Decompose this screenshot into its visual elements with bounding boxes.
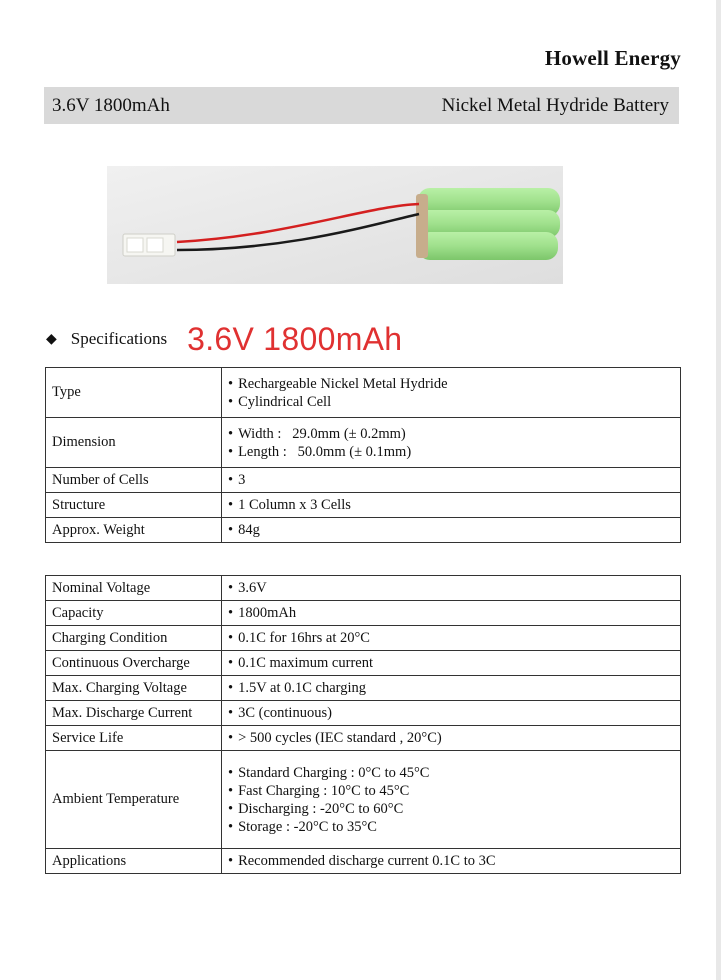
table-row — [46, 726, 681, 751]
specs-table-physical — [45, 367, 681, 543]
row-key: Ambient Temperature — [46, 751, 222, 849]
value-item: • 1800mAh — [228, 604, 674, 622]
battery-pack — [416, 188, 560, 260]
value-item: • 1 Column x 3 Cells — [228, 496, 674, 514]
row-value — [222, 518, 681, 543]
table-row — [46, 468, 681, 493]
row-value — [222, 418, 681, 468]
row-key: Continuous Overcharge — [46, 651, 222, 676]
value-item: • Rechargeable Nickel Metal Hydride — [228, 375, 674, 393]
table-row — [46, 368, 681, 418]
row-key: Max. Discharge Current — [46, 701, 222, 726]
row-key: Capacity — [46, 601, 222, 626]
row-key: Max. Charging Voltage — [46, 676, 222, 701]
specifications-heading — [46, 318, 402, 360]
value-item: • Length : 50.0mm (± 0.1mm) — [228, 443, 674, 461]
header-model: 3.6V 1800mAh — [52, 94, 170, 116]
table-row — [46, 701, 681, 726]
table-row — [46, 576, 681, 601]
row-key: Structure — [46, 493, 222, 518]
connector-plug — [123, 234, 175, 256]
row-key: Type — [46, 368, 222, 418]
diamond-bullet-icon: ◆ — [46, 331, 57, 347]
battery-photo — [107, 166, 563, 284]
row-key: Nominal Voltage — [46, 576, 222, 601]
row-key: Approx. Weight — [46, 518, 222, 543]
row-value — [222, 368, 681, 418]
table-row — [46, 626, 681, 651]
row-value — [222, 701, 681, 726]
table-row — [46, 493, 681, 518]
header-bar — [44, 87, 679, 124]
value-item: • Recommended discharge current 0.1C to 3C — [228, 852, 674, 870]
row-value — [222, 726, 681, 751]
table-row — [46, 601, 681, 626]
row-value — [222, 601, 681, 626]
row-key: Charging Condition — [46, 626, 222, 651]
table-row — [46, 418, 681, 468]
value-item: • Discharging : -20°C to 60°C — [228, 800, 674, 818]
row-key: Service Life — [46, 726, 222, 751]
row-key: Applications — [46, 849, 222, 874]
row-value — [222, 849, 681, 874]
value-item: • 3 — [228, 471, 674, 489]
row-value — [222, 626, 681, 651]
specifications-label: Specifications — [70, 329, 168, 348]
table-row — [46, 676, 681, 701]
row-key: Number of Cells — [46, 468, 222, 493]
row-key: Dimension — [46, 418, 222, 468]
page-edge — [716, 0, 721, 980]
row-value — [222, 751, 681, 849]
value-item: • 3.6V — [228, 579, 674, 597]
value-item: • Standard Charging : 0°C to 45°C — [228, 764, 674, 782]
value-item: • > 500 cycles (IEC standard , 20°C) — [228, 729, 674, 747]
battery-illustration — [107, 166, 563, 284]
specs-table-electrical — [45, 575, 681, 874]
specifications-title: 3.6V 1800mAh — [187, 320, 403, 357]
company-name: Howell Energy — [544, 46, 681, 70]
value-item: • Storage : -20°C to 35°C — [228, 818, 674, 836]
row-value — [222, 676, 681, 701]
value-item: • 1.5V at 0.1C charging — [228, 679, 674, 697]
row-value — [222, 576, 681, 601]
value-item: • Fast Charging : 10°C to 45°C — [228, 782, 674, 800]
value-item: • 0.1C for 16hrs at 20°C — [228, 629, 674, 647]
value-item: • 84g — [228, 521, 674, 539]
value-item: • Cylindrical Cell — [228, 393, 674, 411]
table-row — [46, 518, 681, 543]
table-row — [46, 751, 681, 849]
header-product-type: Nickel Metal Hydride Battery — [441, 94, 669, 116]
table-row — [46, 651, 681, 676]
table-row — [46, 849, 681, 874]
value-item: • Width : 29.0mm (± 0.2mm) — [228, 425, 674, 443]
value-item: • 3C (continuous) — [228, 704, 674, 722]
row-value — [222, 651, 681, 676]
row-value — [222, 493, 681, 518]
value-item: • 0.1C maximum current — [228, 654, 674, 672]
row-value — [222, 468, 681, 493]
